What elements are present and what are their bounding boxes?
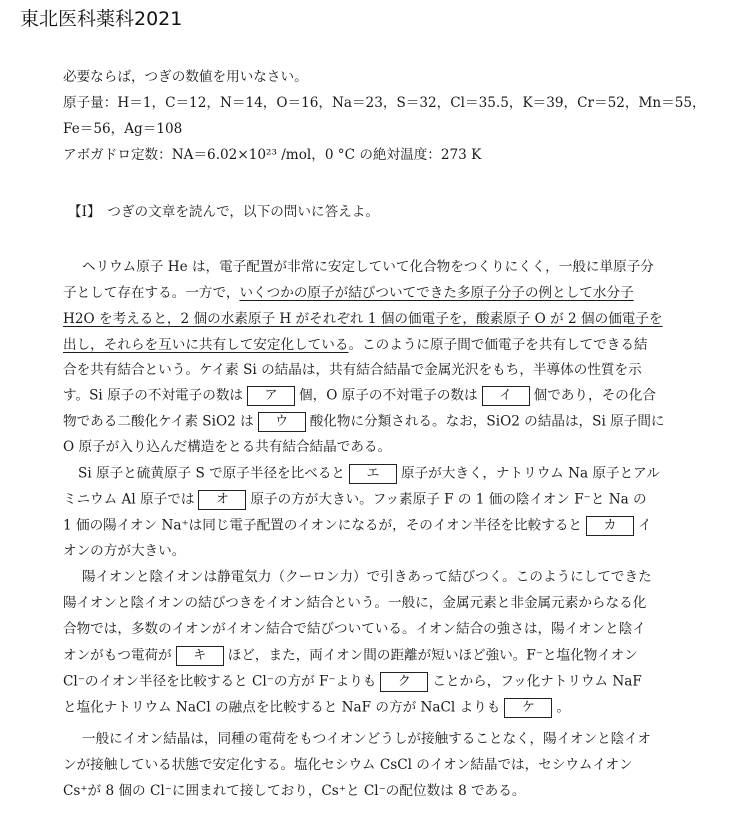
page-title: 東北医科薬科2021 [20, 8, 183, 30]
intro-line-1: 必要ならば，つぎの数値を用いなさい。 [63, 69, 308, 85]
blank-box-i: イ [482, 386, 530, 406]
para1-line-5: 合を共有結合という。ケイ素 Si の結晶は，共有結合結晶で金属光沢をもち，半導体の性質を示 [63, 362, 642, 378]
para1-text: 個であり，その化合 [533, 387, 656, 404]
para2-text: 1 価の陽イオン Na⁺は同じ電子配置のイオンになるが，そのイオン半径を比較すると [63, 517, 583, 534]
blank-box-a: ア [247, 386, 295, 406]
intro-avogadro: アボガドロ定数：NA＝6.02×10²³ /mol，0 °C の絶対温度：273 K [63, 147, 482, 163]
para3-text: Cl⁻のイオン半径を比較すると Cl⁻の方が F⁻よりも [63, 673, 377, 690]
underlined-text: いくつかの原子が結びついてできた多原子分子の例として水分子 [239, 285, 634, 301]
underlined-text: 出し，それらを互いに共有して安定化している [63, 337, 349, 353]
intro-atomic-weights-cont: Fe＝56，Ag＝108 [63, 121, 183, 137]
para1-line-3: H2O を考えると，2 個の水素原子 H がそれぞれ 1 個の価電子を，酸素原子 O が 2 個の価電子を [63, 311, 663, 327]
para3-text: オンがもつ電荷が [63, 647, 172, 664]
section-heading: 【Ⅰ】 つぎの文章を読んで，以下の問いに答えよ。 [68, 204, 379, 220]
para3-line-4 [63, 646, 638, 666]
para3-line-3: 合物では，多数のイオンがイオン結合で結びついている。イオン結合の強さは，陽イオンと陰イ [63, 621, 646, 637]
para1-text: 物である二酸化ケイ素 SiO2 は [63, 413, 254, 430]
para1-line-8: O 原子が入り込んだ構造をとる共有結合結晶である。 [63, 439, 392, 455]
para2-text: 原子の方が大きい。フッ素原子 F の 1 価の陰イオン F⁻と Na の [250, 491, 647, 508]
para3-line-2: 陽イオンと陰イオンの結びつきをイオン結合という。一般に，金属元素と非金属元素からなる化 [63, 595, 647, 611]
para1-text: 子として存在する。一方で， [63, 285, 240, 301]
para1-text: 。このように原子間で価電子を共有してできる結 [348, 337, 648, 353]
para1-line-1: ヘリウム原子 He は，電子配置が非常に安定していて化合物をつくりにくく，一般に単原子分 [82, 259, 654, 275]
para3-line-1: 陽イオンと陰イオンは静電気力（クーロン力）で引きあって結びつく。このようにしてできた [82, 569, 652, 585]
para1-text: す。Si 原子の不対電子の数は [63, 387, 244, 404]
para1-line-7 [63, 412, 665, 432]
para1-text: 酸化物に分類される。なお，SiO2 の結晶は，Si 原子間に [309, 413, 665, 430]
para3-text: と塩化ナトリウム NaCl の融点を比較すると NaF の方が NaCl よりも [63, 699, 501, 716]
blank-box-o: オ [198, 490, 246, 510]
para3-line-6 [63, 698, 570, 718]
para4-line-1: 一般にイオン結晶は，同種の電荷をもつイオンどうしが接触することなく，陽イオンと陰イオ [82, 731, 652, 747]
para2-text: イ [638, 517, 652, 534]
blank-box-ku: ク [380, 672, 428, 692]
para2-line-2 [63, 490, 647, 510]
para1-line-4 [63, 336, 648, 354]
para1-line-2 [63, 284, 634, 302]
para3-text: 。 [556, 699, 570, 716]
blank-box-ka: カ [586, 516, 634, 536]
para1-text: 個，O 原子の不対電子の数は [299, 387, 478, 404]
blank-box-ki: キ [176, 646, 224, 666]
para2-text: Si 原子と硫黄原子 S で原子半径を比べると [78, 465, 346, 482]
para2-line-4: オンの方が大きい。 [63, 543, 186, 559]
intro-atomic-weights: 原子量：H＝1，C＝12，N＝14，O＝16，Na＝23，S＝32，Cl＝35.5，K＝39，Cr＝52，Mn＝55， [63, 95, 706, 111]
blank-box-ke: ケ [504, 698, 552, 718]
para3-line-5 [63, 672, 642, 692]
para3-text: ことから，フッ化ナトリウム NaF [432, 673, 642, 690]
para2-line-1 [78, 464, 660, 484]
para1-line-6 [63, 386, 656, 406]
para2-text: ミニウム Al 原子では [63, 491, 195, 508]
para4-line-2: ンが接触している状態で安定化する。塩化セシウム CsCl のイオン結晶では，セシウムイオン [63, 757, 633, 773]
para2-line-3 [63, 516, 652, 536]
blank-box-u: ウ [258, 412, 306, 432]
para3-text: ほど，また，両イオン間の距離が短いほど強い。F⁻と塩化物イオン [227, 647, 638, 664]
para2-text: 原子が大きく，ナトリウム Na 原子とアル [401, 465, 660, 482]
para4-line-3: Cs⁺が 8 個の Cl⁻に囲まれて接しており，Cs⁺と Cl⁻の配位数は 8 である。 [63, 783, 526, 799]
blank-box-e: エ [349, 464, 397, 484]
